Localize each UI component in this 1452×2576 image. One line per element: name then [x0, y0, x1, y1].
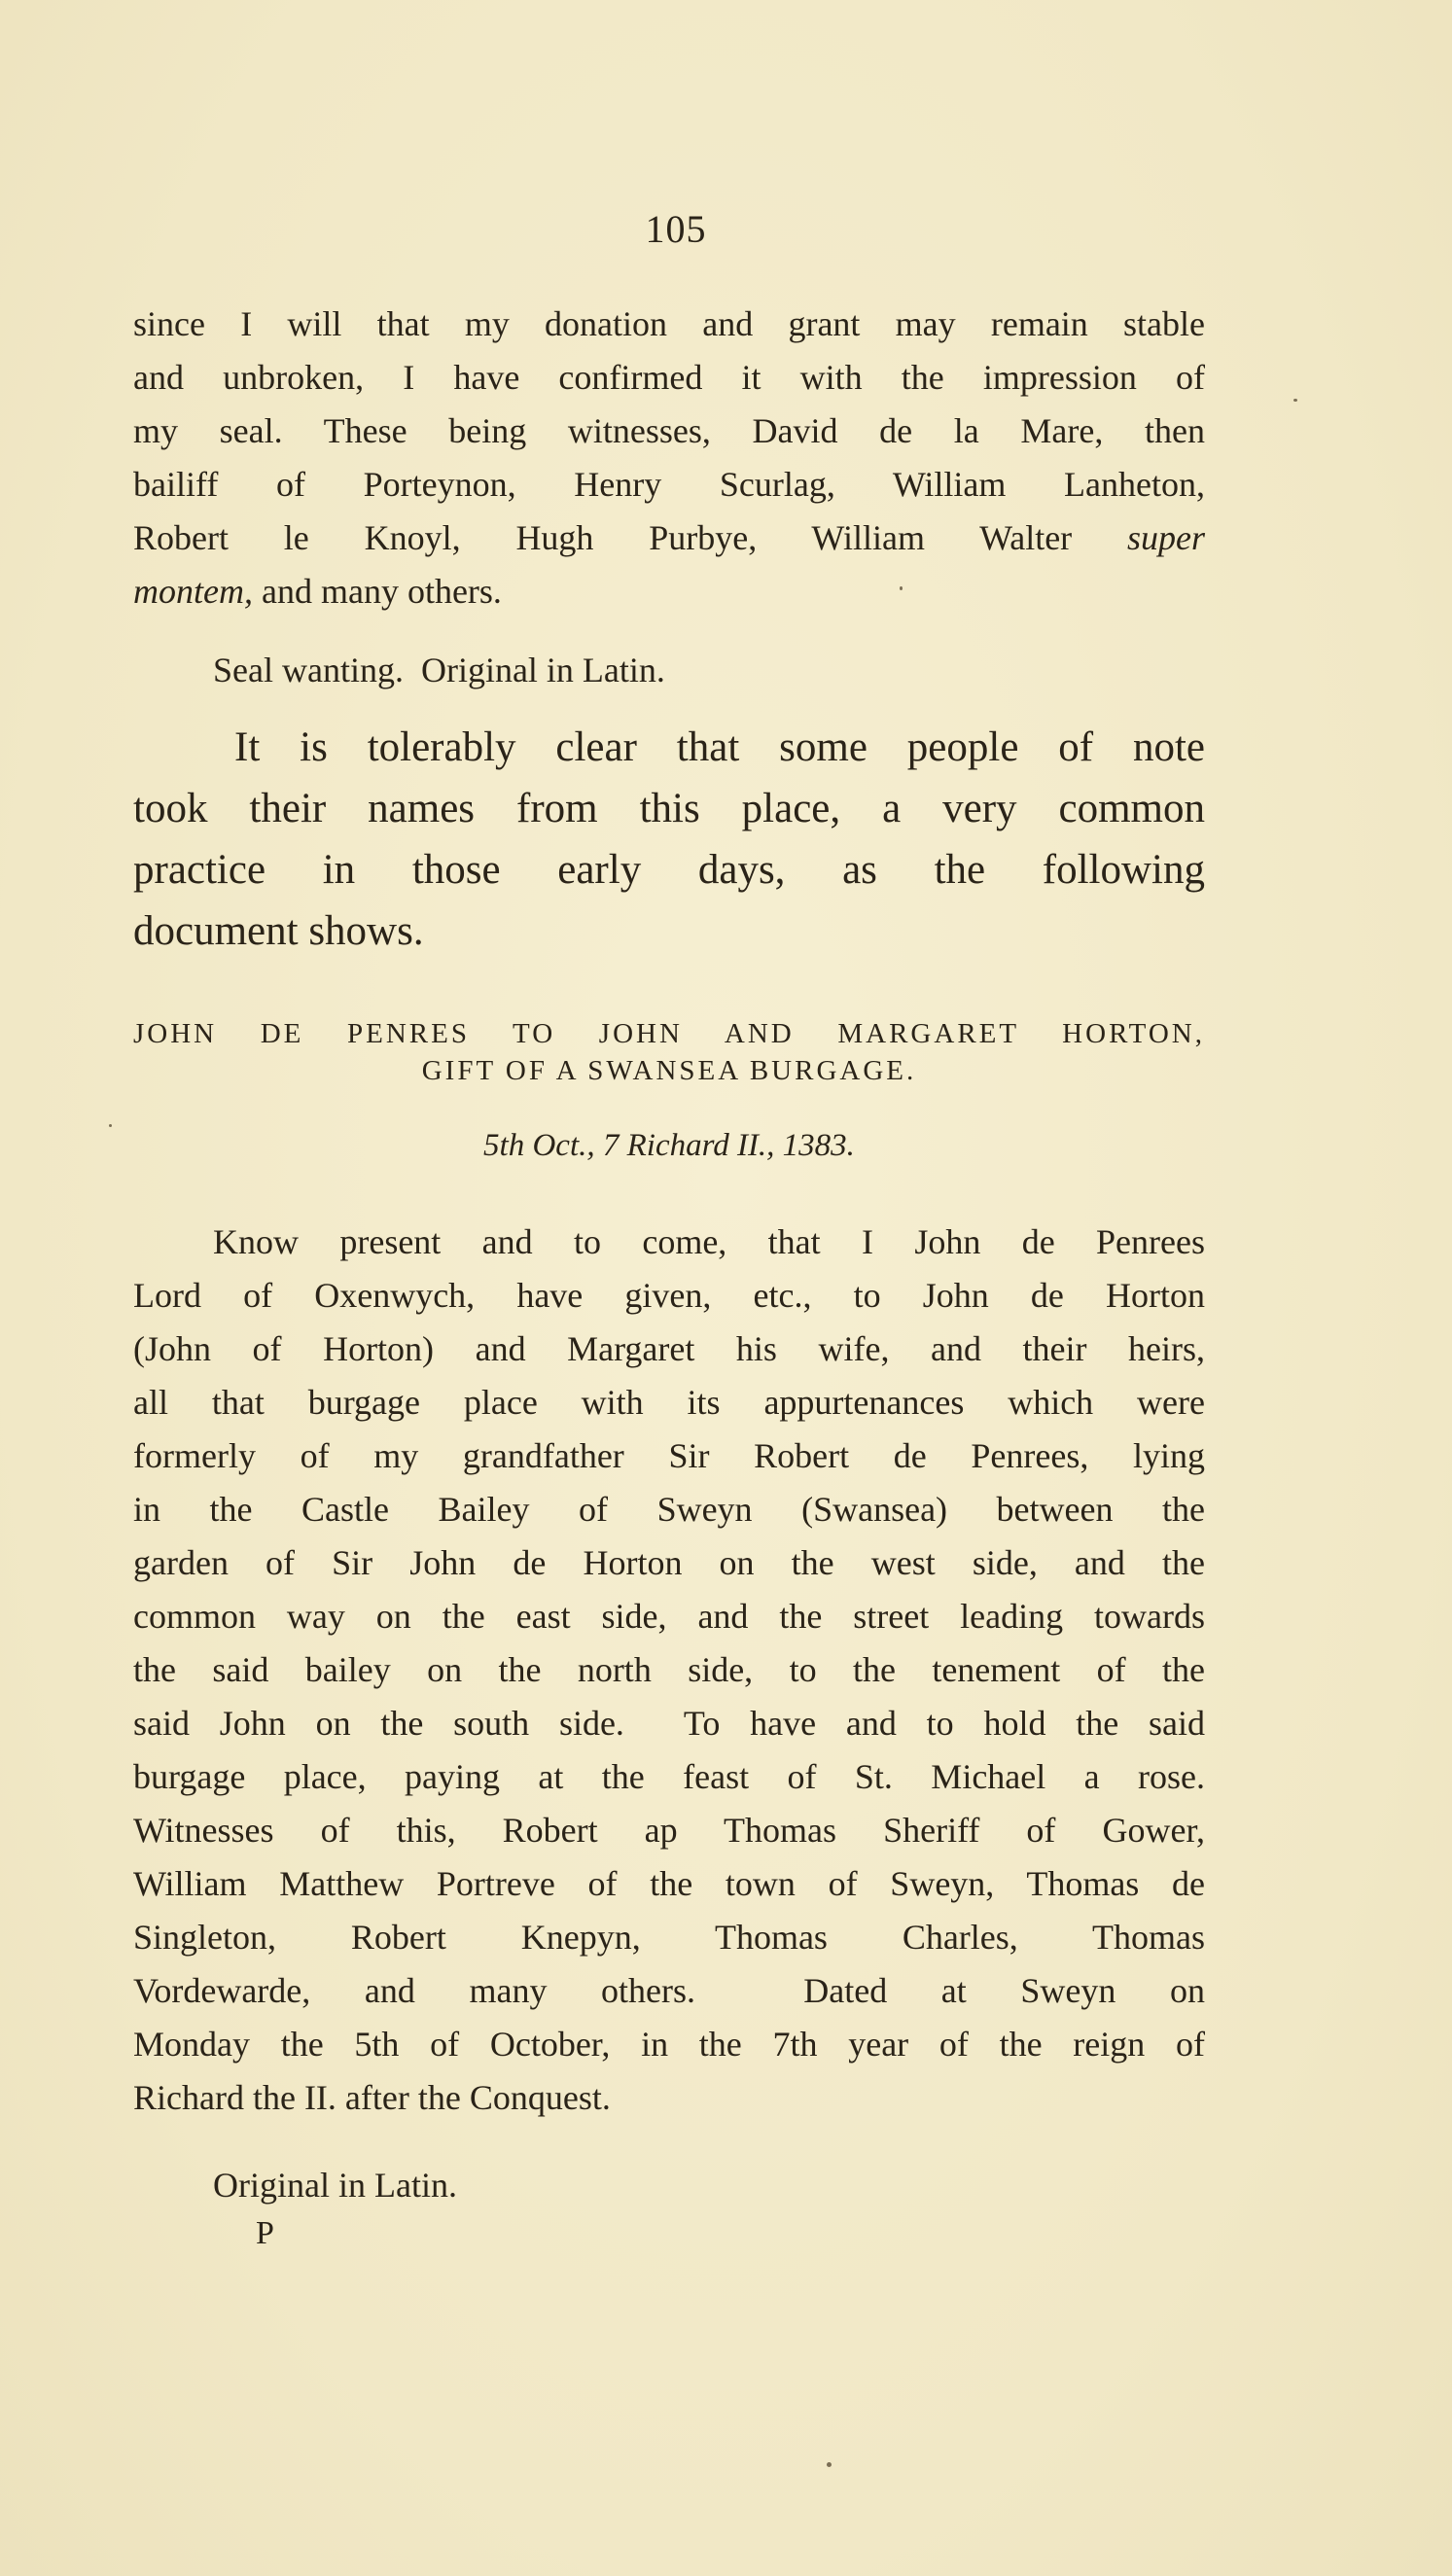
text-line: my seal. These being witnesses, David de la Mare, then: [133, 411, 1205, 450]
text-line: bailiff of Porteynon, Henry Scurlag, William Lanheton,: [133, 465, 1205, 504]
text-line: It is tolerably clear that some people of note: [234, 724, 1205, 770]
paper-speck: [1293, 399, 1297, 402]
seal-note-text: Seal wanting. Original in Latin.: [213, 651, 665, 689]
document-date: 5th Oct., 7 Richard II., 1383.: [483, 1128, 855, 1163]
paragraph-continuation: [133, 298, 1205, 618]
paper-speck: [900, 586, 903, 590]
paper-speck: [109, 1124, 112, 1127]
paper-speck: [827, 2462, 832, 2467]
text-line: Lord of Oxenwych, have given, etc., to John de Horton: [133, 1276, 1205, 1315]
text-line: garden of Sir John de Horton on the west side, and the: [133, 1543, 1205, 1582]
seal-note: [133, 644, 1205, 697]
text-line: common way on the east side, and the street leading towards: [133, 1597, 1205, 1636]
signature-mark: P: [256, 2215, 274, 2251]
closing-note-text: Original in Latin.: [213, 2166, 457, 2205]
italic-phrase: montem,: [133, 572, 253, 611]
text-line: [133, 565, 1205, 618]
text-line: Richard the II. after the Conquest.: [133, 2078, 611, 2117]
text-line: William Matthew Portreve of the town of Sweyn, Thomas de: [133, 1864, 1205, 1903]
text-line: since I will that my donation and grant may remain stable: [133, 304, 1205, 343]
text-line-part: and many others.: [261, 572, 502, 611]
text-line: Witnesses of this, Robert ap Thomas Sheriff of Gower,: [133, 1811, 1205, 1850]
text-line: document shows.: [133, 908, 424, 954]
text-line: burgage place, paying at the feast of St. Michael a rose.: [133, 1757, 1205, 1796]
text-line: in the Castle Bailey of Sweyn (Swansea) between the: [133, 1490, 1205, 1529]
text-line: [133, 512, 1205, 565]
text-line: and unbroken, I have confirmed it with the impression of: [133, 358, 1205, 397]
italic-phrase: super: [1127, 518, 1206, 557]
closing-note: [133, 2159, 1205, 2212]
text-line: said John on the south side. To have and to hold the said: [133, 1704, 1205, 1743]
document-heading: [133, 1015, 1205, 1089]
text-line: (John of Horton) and Margaret his wife, and their heirs,: [133, 1329, 1205, 1368]
text-line: took their names from this place, a very common: [133, 786, 1205, 831]
page-number: 105: [645, 207, 707, 251]
text-line: Singleton, Robert Knepyn, Thomas Charles, Thomas: [133, 1918, 1205, 1957]
heading-line: GIFT OF A SWANSEA BURGAGE.: [421, 1055, 917, 1086]
commentary-paragraph: [133, 717, 1205, 962]
text-line: formerly of my grandfather Sir Robert de Penrees, lying: [133, 1436, 1205, 1475]
text-line: all that burgage place with its appurtenances which were: [133, 1383, 1205, 1422]
text-line: Monday the 5th of October, in the 7th year of the reign of: [133, 2025, 1205, 2064]
text-line: practice in those early days, as the following: [133, 847, 1205, 893]
text-line: the said bailey on the north side, to the tenement of the: [133, 1650, 1205, 1689]
text-line: Vordewarde, and many others. Dated at Sweyn on: [133, 1971, 1205, 2010]
document-body: [133, 1216, 1205, 2125]
text-line-part: Robert le Knoyl, Hugh Purbye, William Walter: [133, 518, 1073, 557]
text-line: Know present and to come, that I John de Penrees: [213, 1222, 1205, 1261]
heading-line: JOHN DE PENRES TO JOHN AND MARGARET HORTON,: [133, 1018, 1205, 1049]
